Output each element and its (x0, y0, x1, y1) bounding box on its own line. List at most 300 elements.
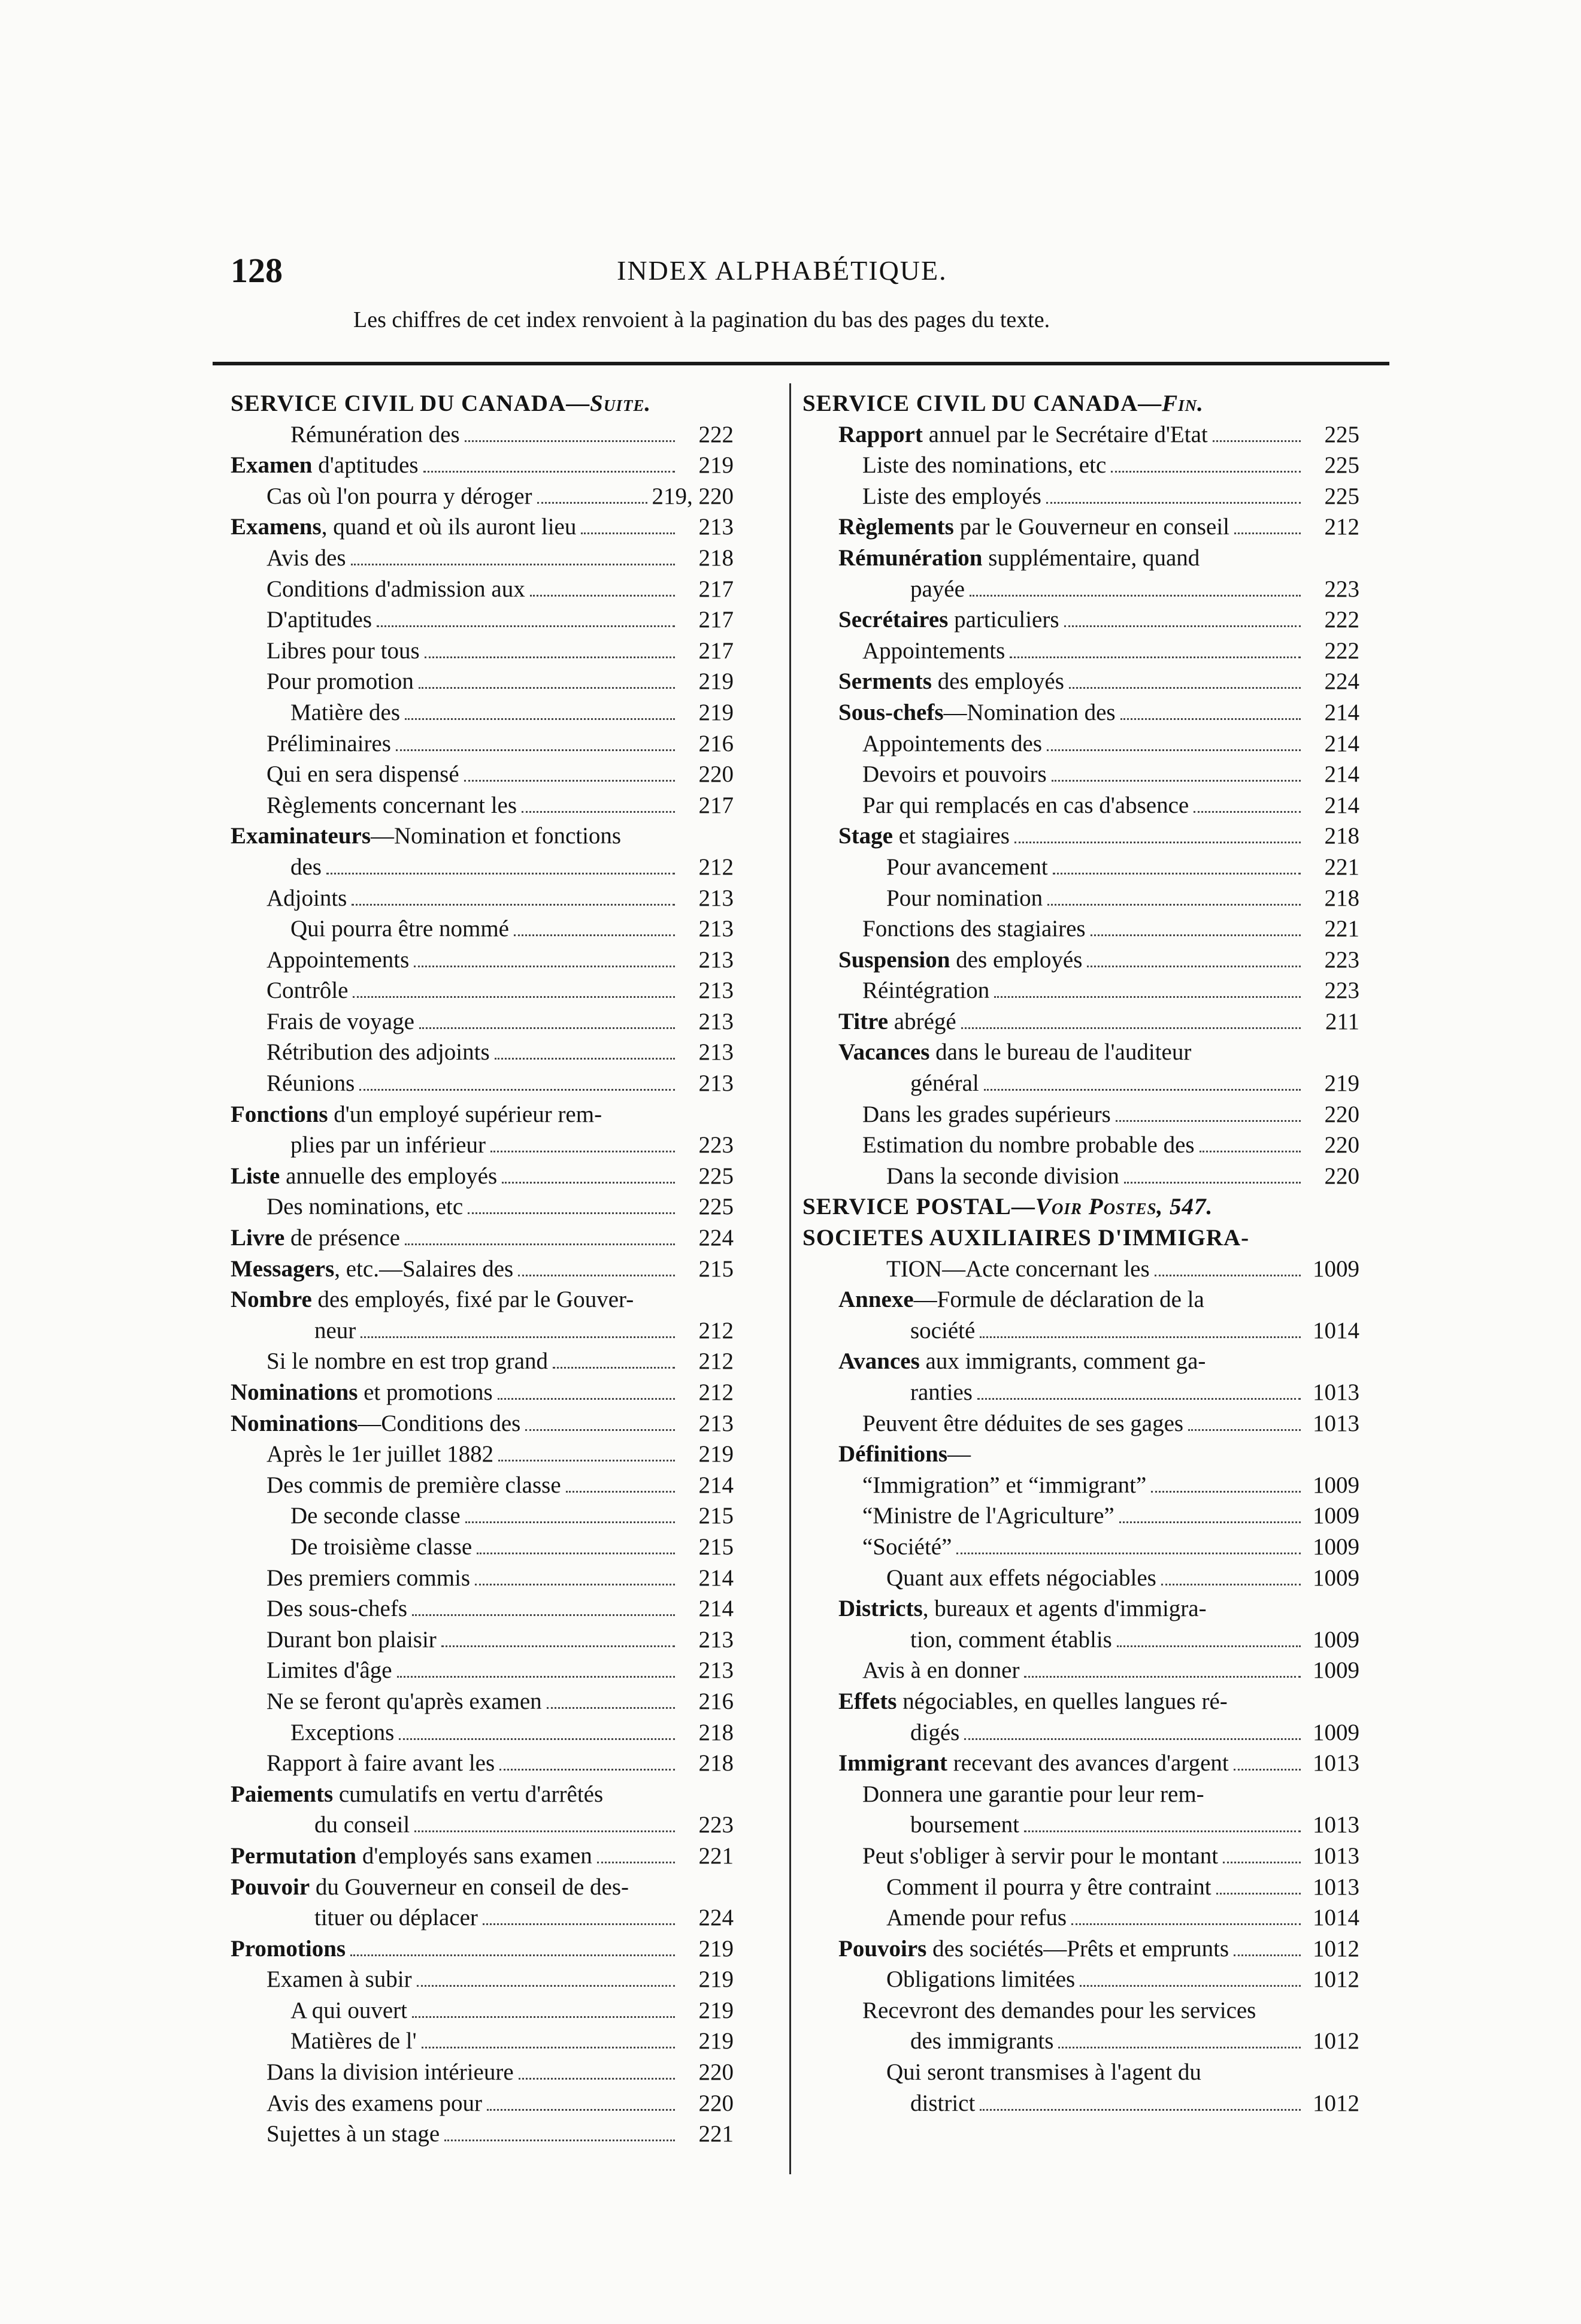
entry-keyword: Sous-chefs (838, 699, 944, 725)
entry-text (266, 975, 348, 1006)
page-ref: 1013 (1313, 1874, 1359, 1900)
leader-dots (412, 2016, 675, 2018)
entry-rest: d'aptitudes (312, 452, 419, 479)
page-ref: 220 (1324, 1132, 1359, 1158)
page-ref: 219 (1324, 1070, 1359, 1097)
page-ref: 219 (698, 2028, 734, 2054)
entry-text (314, 1315, 356, 1346)
entry-text (290, 1500, 461, 1532)
leader-dots (475, 1584, 675, 1585)
entry-text (910, 1377, 973, 1408)
entry-text (290, 419, 460, 450)
entry-text (231, 821, 621, 852)
leader-dots (417, 1985, 675, 1987)
index-entry (802, 1254, 1359, 1285)
leader-dots (359, 1089, 675, 1091)
entry-rest: supplémentaire, quand (982, 544, 1200, 571)
page-ref: 221 (1324, 916, 1359, 942)
entry-rest: Rapport à faire avant les (266, 1750, 495, 1777)
page-ref: 219 (698, 1997, 734, 2023)
entry-text (266, 759, 459, 790)
index-entry (231, 2026, 734, 2057)
entry-keyword: Avances (838, 1348, 920, 1375)
page-ref: 220 (698, 2090, 734, 2116)
entry-keyword: Pouvoirs (838, 1935, 927, 1962)
entry-rest: Des premiers commis (266, 1565, 471, 1591)
entry-rest: des employés, fixé par le Gouver- (311, 1287, 634, 1313)
leader-dots (465, 1521, 675, 1523)
entry-text (862, 790, 1189, 821)
entry-rest: du Gouverneur en conseil de des- (310, 1874, 629, 1900)
entry-rest: Libres pour tous (266, 637, 420, 664)
entry-text (266, 1470, 561, 1501)
index-entry (231, 1563, 734, 1594)
entry-text (266, 574, 525, 605)
entry-keyword: Livre (231, 1225, 285, 1251)
entry-text (862, 759, 1047, 790)
index-column-right (802, 388, 1359, 2119)
entry-rest: cumulatifs en vertu d'arrêtés (333, 1781, 604, 1807)
entry-keyword: Rémunération (838, 544, 983, 571)
entry-text (231, 1841, 592, 1872)
entry-rest: tion, comment établis (910, 1626, 1112, 1653)
index-entry (231, 1284, 734, 1315)
index-entry (231, 512, 734, 543)
entry-rest: Examen à subir (266, 1966, 412, 1993)
leader-dots (537, 502, 647, 504)
entry-text (862, 1532, 952, 1563)
entry-text (910, 1624, 1112, 1656)
index-entry (802, 543, 1359, 574)
leader-dots (514, 934, 675, 936)
page-ref: 225 (1324, 452, 1359, 479)
leader-dots (519, 2078, 675, 2080)
index-entry (231, 2119, 734, 2150)
page-ref: 225 (698, 1194, 734, 1220)
entry-rest: Rémunération des (290, 421, 460, 447)
entry-rest: tituer ou déplacer (314, 1905, 478, 1931)
index-entry (802, 1315, 1359, 1346)
page-ref: 214 (1324, 730, 1359, 756)
page-ref: 213 (698, 1657, 734, 1684)
entry-rest: des immigrants (910, 2028, 1054, 2054)
index-entry (231, 728, 734, 759)
entry-text (290, 1130, 486, 1161)
entry-keyword: Règlements (838, 514, 954, 540)
entry-keyword: Nominations (231, 1410, 358, 1436)
entry-text (886, 1563, 1156, 1594)
leader-dots (522, 811, 675, 813)
index-entry (802, 1161, 1359, 1192)
entry-rest: Contrôle (266, 978, 349, 1004)
index-entry (802, 1222, 1359, 1254)
entry-text (862, 1470, 1146, 1501)
index-entry (802, 636, 1359, 667)
entry-text (290, 852, 322, 883)
leader-dots (377, 625, 675, 627)
page-ref: 223 (1324, 946, 1359, 973)
index-entry (802, 728, 1359, 759)
entry-rest: Matières de l' (290, 2028, 417, 2054)
entry-text (266, 728, 391, 759)
entry-rest: Suite. (590, 391, 652, 416)
index-entry (231, 852, 734, 883)
page-ref: 213 (698, 946, 734, 973)
page-ref: 221 (1324, 854, 1359, 880)
page-ref: 1009 (1313, 1472, 1359, 1498)
leader-dots (499, 1769, 675, 1771)
page-ref: 213 (698, 1410, 734, 1436)
page-ref: 1009 (1313, 1719, 1359, 1745)
page-ref: 1014 (1313, 1317, 1359, 1343)
index-column-left (231, 388, 734, 2150)
page-ref: 219, 220 (652, 483, 734, 509)
index-entry (231, 1717, 734, 1748)
entry-text (886, 1902, 1067, 1933)
leader-dots (352, 904, 675, 906)
page-ref: 211 (1325, 1008, 1359, 1034)
leader-dots (397, 1676, 675, 1678)
page-ref: 213 (698, 1008, 734, 1034)
page-ref: 1009 (1313, 1503, 1359, 1529)
entry-keyword: Paiements (231, 1781, 334, 1807)
entry-rest: Dans les grades supérieurs (862, 1101, 1111, 1127)
index-entry (802, 1099, 1359, 1130)
leader-dots (423, 471, 675, 473)
leader-dots (468, 1212, 675, 1214)
entry-text (231, 512, 576, 543)
index-entry (802, 1841, 1359, 1872)
entry-text (231, 1161, 497, 1192)
entry-rest: Fin. (1162, 391, 1204, 416)
index-entry (802, 1872, 1359, 1903)
index-entry (231, 1377, 734, 1408)
entry-rest: Rétribution des adjoints (266, 1039, 490, 1066)
index-entry (802, 604, 1359, 636)
page-ref: 213 (698, 514, 734, 540)
entry-rest: Quant aux effets négociables (886, 1565, 1156, 1591)
index-entry (802, 945, 1359, 976)
index-entry (802, 1191, 1359, 1222)
entry-rest: recevant des avances d'argent (947, 1750, 1229, 1777)
entry-rest: Qui en sera dispensé (266, 761, 459, 788)
index-entry (802, 975, 1359, 1006)
entry-text (862, 1099, 1111, 1130)
entry-rest: Obligations limitées (886, 1966, 1076, 1993)
entry-text (910, 1315, 975, 1346)
index-entry (802, 481, 1359, 512)
entry-rest: société (910, 1317, 976, 1343)
leader-dots (464, 780, 675, 782)
index-entry (802, 1532, 1359, 1563)
entry-text (862, 1655, 1019, 1686)
entry-text (838, 419, 1208, 450)
entry-text (266, 1068, 355, 1099)
index-entry (802, 697, 1359, 728)
entry-rest: plies par un inférieur (290, 1132, 486, 1158)
entry-text (886, 1254, 1150, 1285)
leader-dots (1091, 934, 1301, 936)
page-ref: 219 (698, 1966, 734, 1993)
entry-text (290, 2026, 417, 2057)
entry-rest: Voir Postes, 547. (1035, 1194, 1213, 1220)
page-ref: 225 (1324, 483, 1359, 509)
entry-keyword: SERVICE CIVIL DU CANADA— (802, 391, 1162, 416)
entry-rest: Des nominations, etc (266, 1194, 464, 1220)
index-entry (802, 821, 1359, 852)
leader-dots (477, 1553, 675, 1554)
page-ref: 213 (698, 978, 734, 1004)
entry-rest: district (910, 2090, 976, 2116)
page-ref: 223 (1324, 978, 1359, 1004)
entry-rest: Appointements des (862, 730, 1043, 756)
entry-text (266, 883, 347, 914)
index-entry (802, 1006, 1359, 1037)
page-ref: 213 (698, 1070, 734, 1097)
entry-rest: Avis à en donner (862, 1657, 1020, 1684)
entry-keyword: Fonctions (231, 1101, 328, 1127)
leader-dots (977, 1398, 1301, 1400)
page-ref: 1009 (1313, 1657, 1359, 1684)
index-entry (231, 2057, 734, 2088)
index-entry (802, 790, 1359, 821)
entry-rest: D'aptitudes (266, 607, 372, 633)
page-ref: 220 (698, 2059, 734, 2086)
page-ref: 221 (698, 1842, 734, 1869)
index-entry (802, 666, 1359, 697)
entry-text (266, 790, 517, 821)
entry-keyword: Messagers (231, 1255, 335, 1282)
entry-text (910, 1717, 959, 1748)
column-divider (789, 383, 791, 2174)
entry-text (290, 1995, 407, 2026)
leader-dots (419, 1027, 675, 1029)
leader-dots (1161, 1584, 1301, 1585)
index-entry (231, 1315, 734, 1346)
entry-text (862, 1130, 1195, 1161)
entry-rest: annuelle des employés (280, 1163, 498, 1189)
entry-text (231, 1284, 634, 1315)
entry-text (862, 1841, 1218, 1872)
index-entry (802, 1902, 1359, 1933)
entry-text (231, 1872, 629, 1903)
index-entry (802, 1346, 1359, 1377)
index-entry (802, 1624, 1359, 1656)
page-ref: 214 (1324, 792, 1359, 818)
index-entry (231, 1068, 734, 1099)
entry-text (266, 1037, 490, 1068)
page-ref: 215 (698, 1255, 734, 1282)
page-ref: 224 (1324, 668, 1359, 695)
entry-text (838, 512, 1229, 543)
page-ref: 218 (1324, 885, 1359, 911)
leader-dots (1024, 1830, 1301, 1832)
page-ref: 222 (1324, 607, 1359, 633)
page-ref: 219 (698, 699, 734, 725)
leader-dots (396, 749, 675, 751)
entry-text (862, 1995, 1256, 2026)
entry-keyword: Immigrant (838, 1750, 947, 1777)
entry-text (266, 1624, 437, 1656)
entry-rest: Exceptions (290, 1719, 395, 1745)
page-ref: 1013 (1313, 1410, 1359, 1436)
entry-rest: —Formule de déclaration de la (913, 1287, 1204, 1313)
entry-text (314, 1809, 410, 1841)
entry-text (838, 666, 1064, 697)
entry-keyword: Examen (231, 452, 313, 479)
leader-dots (1124, 1182, 1301, 1184)
index-entry (802, 388, 1359, 419)
entry-rest: Qui seront transmises à l'agent du (886, 2059, 1201, 2086)
leader-dots (1194, 811, 1301, 813)
entry-rest: —Nomination et fonctions (371, 823, 622, 849)
entry-text (838, 1748, 1229, 1779)
leader-dots (1155, 1275, 1301, 1276)
page-ref: 1009 (1313, 1626, 1359, 1653)
index-entry (231, 1161, 734, 1192)
leader-dots (1223, 1862, 1301, 1863)
leader-dots (350, 1954, 675, 1956)
entry-rest: d'un employé supérieur rem- (328, 1101, 602, 1127)
leader-dots (1120, 718, 1301, 720)
entry-rest: d'employés sans examen (356, 1842, 592, 1869)
entry-text (886, 883, 1043, 914)
entry-rest: —Conditions des (358, 1410, 521, 1436)
index-entry (231, 1037, 734, 1068)
entry-keyword: Examens (231, 514, 322, 540)
index-entry (802, 1809, 1359, 1841)
entry-rest: Limites d'âge (266, 1657, 392, 1684)
index-entry (802, 1470, 1359, 1501)
leader-dots (547, 1707, 675, 1709)
entry-text (266, 2088, 482, 2119)
index-entry (231, 1470, 734, 1501)
entry-rest: Réunions (266, 1070, 355, 1097)
index-entry (231, 1686, 734, 1717)
page-ref: 1012 (1313, 2028, 1359, 2054)
entry-rest: Avis des (266, 544, 346, 571)
leader-dots (1064, 625, 1301, 627)
index-entry (231, 1222, 734, 1254)
page-ref: 220 (698, 761, 734, 788)
leader-dots (1024, 1676, 1301, 1678)
entry-text (862, 636, 1005, 667)
leader-dots (956, 1553, 1301, 1554)
index-entry (802, 2057, 1359, 2088)
entry-text (266, 636, 420, 667)
leader-dots (498, 1460, 675, 1461)
leader-dots (1058, 2047, 1301, 2048)
entry-keyword: Liste (231, 1163, 280, 1189)
entry-text (266, 604, 372, 636)
page-ref: 212 (698, 1379, 734, 1405)
entry-text (266, 1563, 470, 1594)
leader-dots (1052, 780, 1301, 782)
page-ref: 224 (698, 1905, 734, 1931)
index-entry (802, 2088, 1359, 2119)
entry-rest: Pour nomination (886, 885, 1043, 911)
entry-rest: négociables, en quelles langues ré- (896, 1688, 1228, 1714)
entry-rest: Recevront des demandes pour les services (862, 1997, 1256, 2023)
entry-text (910, 574, 965, 605)
leader-dots (1188, 1429, 1301, 1431)
leader-dots (414, 966, 675, 967)
entry-rest: Dans la seconde division (886, 1163, 1119, 1189)
entry-rest: digés (910, 1719, 960, 1745)
entry-text (314, 1902, 478, 1933)
index-entry (231, 1408, 734, 1439)
entry-keyword: SERVICE CIVIL DU CANADA— (231, 391, 590, 416)
page-ref: 212 (698, 1348, 734, 1375)
entry-keyword: SERVICE POSTAL— (802, 1194, 1035, 1220)
page-ref: 224 (698, 1225, 734, 1251)
entry-rest: dans le bureau de l'auditeur (929, 1039, 1192, 1066)
page-ref: 1012 (1313, 2090, 1359, 2116)
page-ref: 219 (698, 1441, 734, 1467)
entry-rest: De seconde classe (290, 1503, 461, 1529)
entry-rest: ranties (910, 1379, 973, 1405)
page-ref: 213 (698, 885, 734, 911)
entry-rest: Préliminaires (266, 730, 391, 756)
entry-rest: Par qui remplacés en cas d'absence (862, 792, 1189, 818)
entry-rest: Qui pourra être nommé (290, 916, 509, 942)
index-entry (231, 1532, 734, 1563)
index-entry (231, 1099, 734, 1130)
entry-text (886, 1161, 1119, 1192)
index-entry (231, 1254, 734, 1285)
index-entry (802, 1964, 1359, 1995)
page-ref: 212 (1324, 514, 1359, 540)
entry-rest: “Ministre de l'Agriculture” (862, 1503, 1114, 1529)
index-entry (231, 975, 734, 1006)
page-ref: 1013 (1313, 1812, 1359, 1838)
entry-text (838, 604, 1059, 636)
index-entry (231, 1593, 734, 1624)
index-entry (231, 1655, 734, 1686)
index-entry (231, 1809, 734, 1841)
entry-text (231, 1408, 520, 1439)
index-entry (802, 419, 1359, 450)
entry-rest: payée (910, 576, 965, 602)
entry-rest: TION—Acte concernant les (886, 1255, 1150, 1282)
entry-text (266, 1686, 542, 1717)
entry-text (266, 2057, 514, 2088)
leader-dots (502, 1182, 675, 1184)
entry-keyword: Annexe (838, 1287, 914, 1313)
entry-rest: Peut s'obliger à servir pour le montant (862, 1842, 1219, 1869)
page-ref: 220 (1324, 1101, 1359, 1127)
entry-rest: , bureaux et agents d'immigra- (922, 1596, 1207, 1622)
leader-dots (422, 2047, 675, 2048)
entry-rest: des sociétés—Prêts et emprunts (926, 1935, 1229, 1962)
page-ref: 223 (1324, 576, 1359, 602)
leader-dots (465, 440, 675, 442)
leader-dots (412, 1614, 675, 1616)
index-entry (802, 1779, 1359, 1810)
leader-dots (1116, 1120, 1301, 1122)
entry-text (802, 1222, 1249, 1254)
leader-dots (980, 2109, 1301, 2111)
index-entry (802, 1748, 1359, 1779)
index-entry (802, 759, 1359, 790)
leader-dots (566, 1491, 675, 1493)
entry-text (862, 1408, 1183, 1439)
leader-dots (961, 1027, 1301, 1029)
entry-rest: Matière des (290, 699, 401, 725)
entry-rest: Après le 1er juillet 1882 (266, 1441, 494, 1467)
entry-rest: “Société” (862, 1533, 952, 1560)
entry-text (886, 1964, 1075, 1995)
